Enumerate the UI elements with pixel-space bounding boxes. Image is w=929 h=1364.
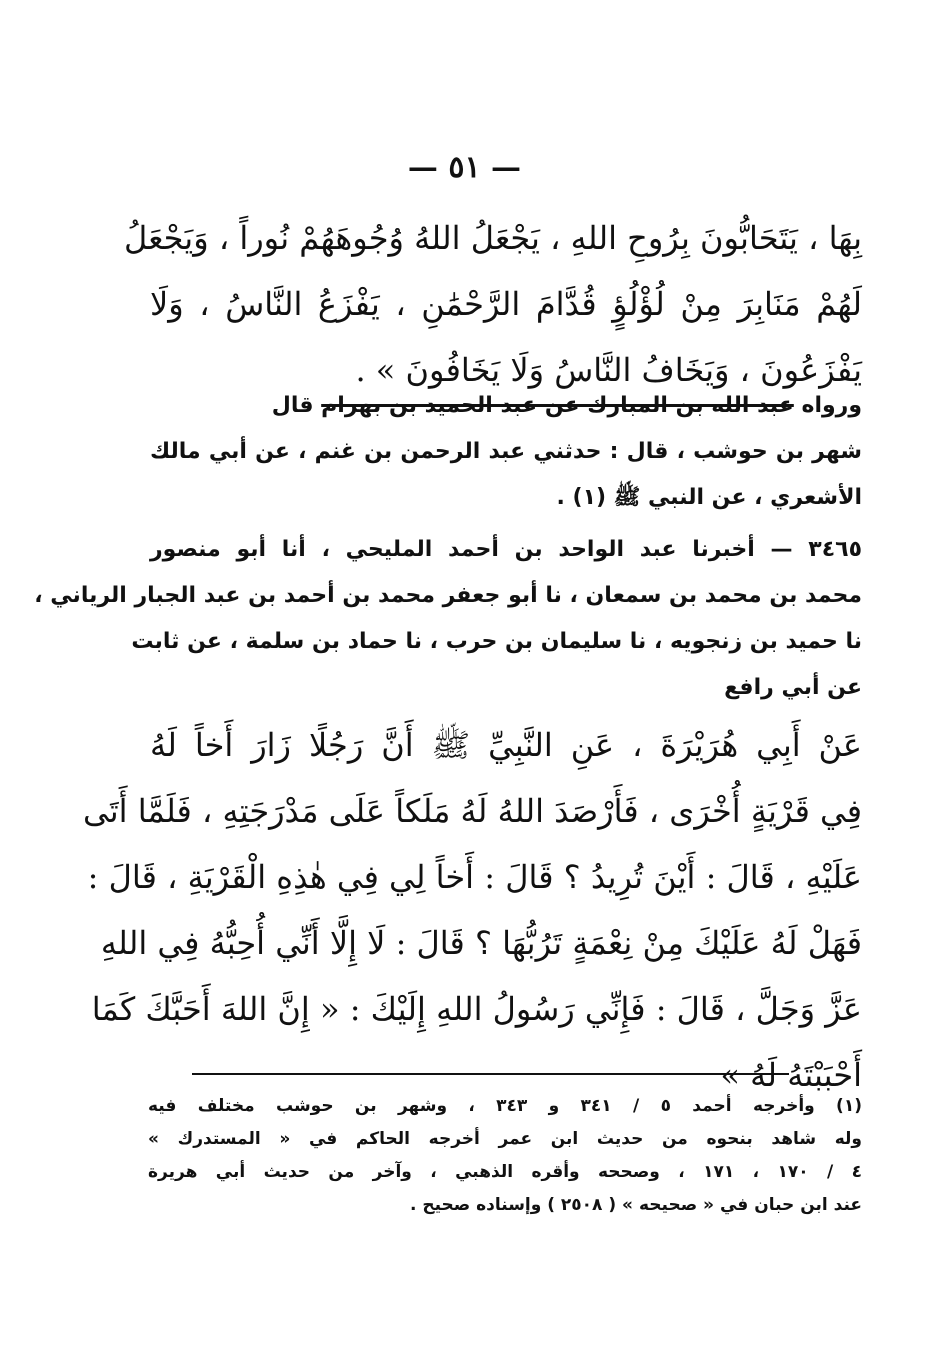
top-passage-line: لَهُمْ مَنَابِرَ مِنْ لُؤْلُؤٍ قُدَّامَ الرَّحْمَٰنِ ، يَفْزَعُ النَّاسُ ، وَلَا [150, 285, 863, 323]
top-passage-line: يَفْزَعُونَ ، وَيَخَافُ النَّاسُ وَلَا يَخَافُونَ » . [355, 351, 862, 389]
footnote-line: ٤ / ١٧٠ ، ١٧١ ، وصححه وأقره الذهبي ، وآخر من حديث أبي هريرة [148, 1162, 863, 1182]
footnote-line: وله شاهد بنحوه من حديث ابن عمر أخرجه الحاكم في « المستدرك » [148, 1129, 862, 1149]
chain-line: الأشعري ، عن النبي ﷺ (١) . [556, 485, 862, 510]
footnote-line: (١) وأخرجه أحمد ٥ / ٣٤١ و ٣٤٣ ، وشهر بن حوشب مختلف فيه [148, 1096, 863, 1116]
chain-of-narration [150, 383, 862, 521]
hadith-3465-isnad [34, 527, 862, 711]
isnad-line: عن أبي رافع [724, 675, 862, 700]
matn-line: عَنْ أَبِي هُرَيْرَةَ ، عَنِ النَّبِيِّ ﷺ أَنَّ رَجُلًا زَارَ أَخاً لَهُ [150, 726, 862, 764]
matn-line: عَلَيْهِ ، قَالَ : أَيْنَ تُرِيدُ ؟ قَالَ : أَخاً لِي فِي هٰذِهِ الْقَرْيَةِ ، قَالَ : [87, 858, 862, 896]
page-number: — ٥١ — [407, 150, 522, 185]
footnote-divider [192, 1073, 789, 1075]
chain-suffix: قال [271, 393, 322, 418]
hadith-3465-matn [83, 712, 862, 1108]
chain-line: شهر بن حوشب ، قال : حدثني عبد الرحمن بن غنم ، عن أبي مالك [150, 439, 862, 464]
isnad-line: ٣٤٦٥ — أخبرنا عبد الواحد بن أحمد المليحي ، أنا أبو منصور [150, 537, 862, 562]
matn-line: أَحْبَبْتَهُ لَهُ » [720, 1056, 862, 1094]
top-passage-line: بِهَا ، يَتَحَابُّونَ بِرُوحِ اللهِ ، يَجْعَلُ اللهُ وُجُوهَهُمْ نُوراً ، وَيَجْعَلُ [123, 219, 862, 257]
matn-line: فَهَلْ لَهُ عَلَيْكَ مِنْ نِعْمَةٍ تَرُبُّهَا ؟ قَالَ : لَا إِلَّا أَنِّي أُحِبُّهُ فِي اللهِ [100, 924, 862, 962]
footnotes [148, 1090, 862, 1222]
matn-line: فِي قَرْيَةٍ أُخْرَى ، فَأَرْصَدَ اللهُ لَهُ مَلَكاً عَلَى مَدْرَجَتِهِ ، فَلَمَّا أَتَى [83, 792, 862, 830]
chain-prefix: ورواه [793, 393, 862, 418]
top-passage [123, 205, 863, 403]
isnad-line: محمد بن محمد بن سمعان ، نا أبو جعفر محمد بن أحمد بن عبد الجبار الرياني ، [34, 583, 862, 608]
isnad-line: نا حميد بن زنجويه ، نا سليمان بن حرب ، نا حماد بن سلمة ، عن ثابت [131, 629, 862, 654]
chain-line [150, 383, 862, 429]
struck-through-text: عبد الله بن المبارك عن عبد الحميد بن بهرام [321, 393, 794, 418]
footnote-line: عند ابن حبان في « صحيحه » ( ٢٥٠٨ ) وإسناده صحيح . [409, 1195, 862, 1215]
matn-line: عَزَّ وَجَلَّ ، قَالَ : فَإِنِّي رَسُولُ اللهِ إِلَيْكَ : « إِنَّ اللهَ أَحَبَّكَ كَمَا [91, 990, 862, 1028]
